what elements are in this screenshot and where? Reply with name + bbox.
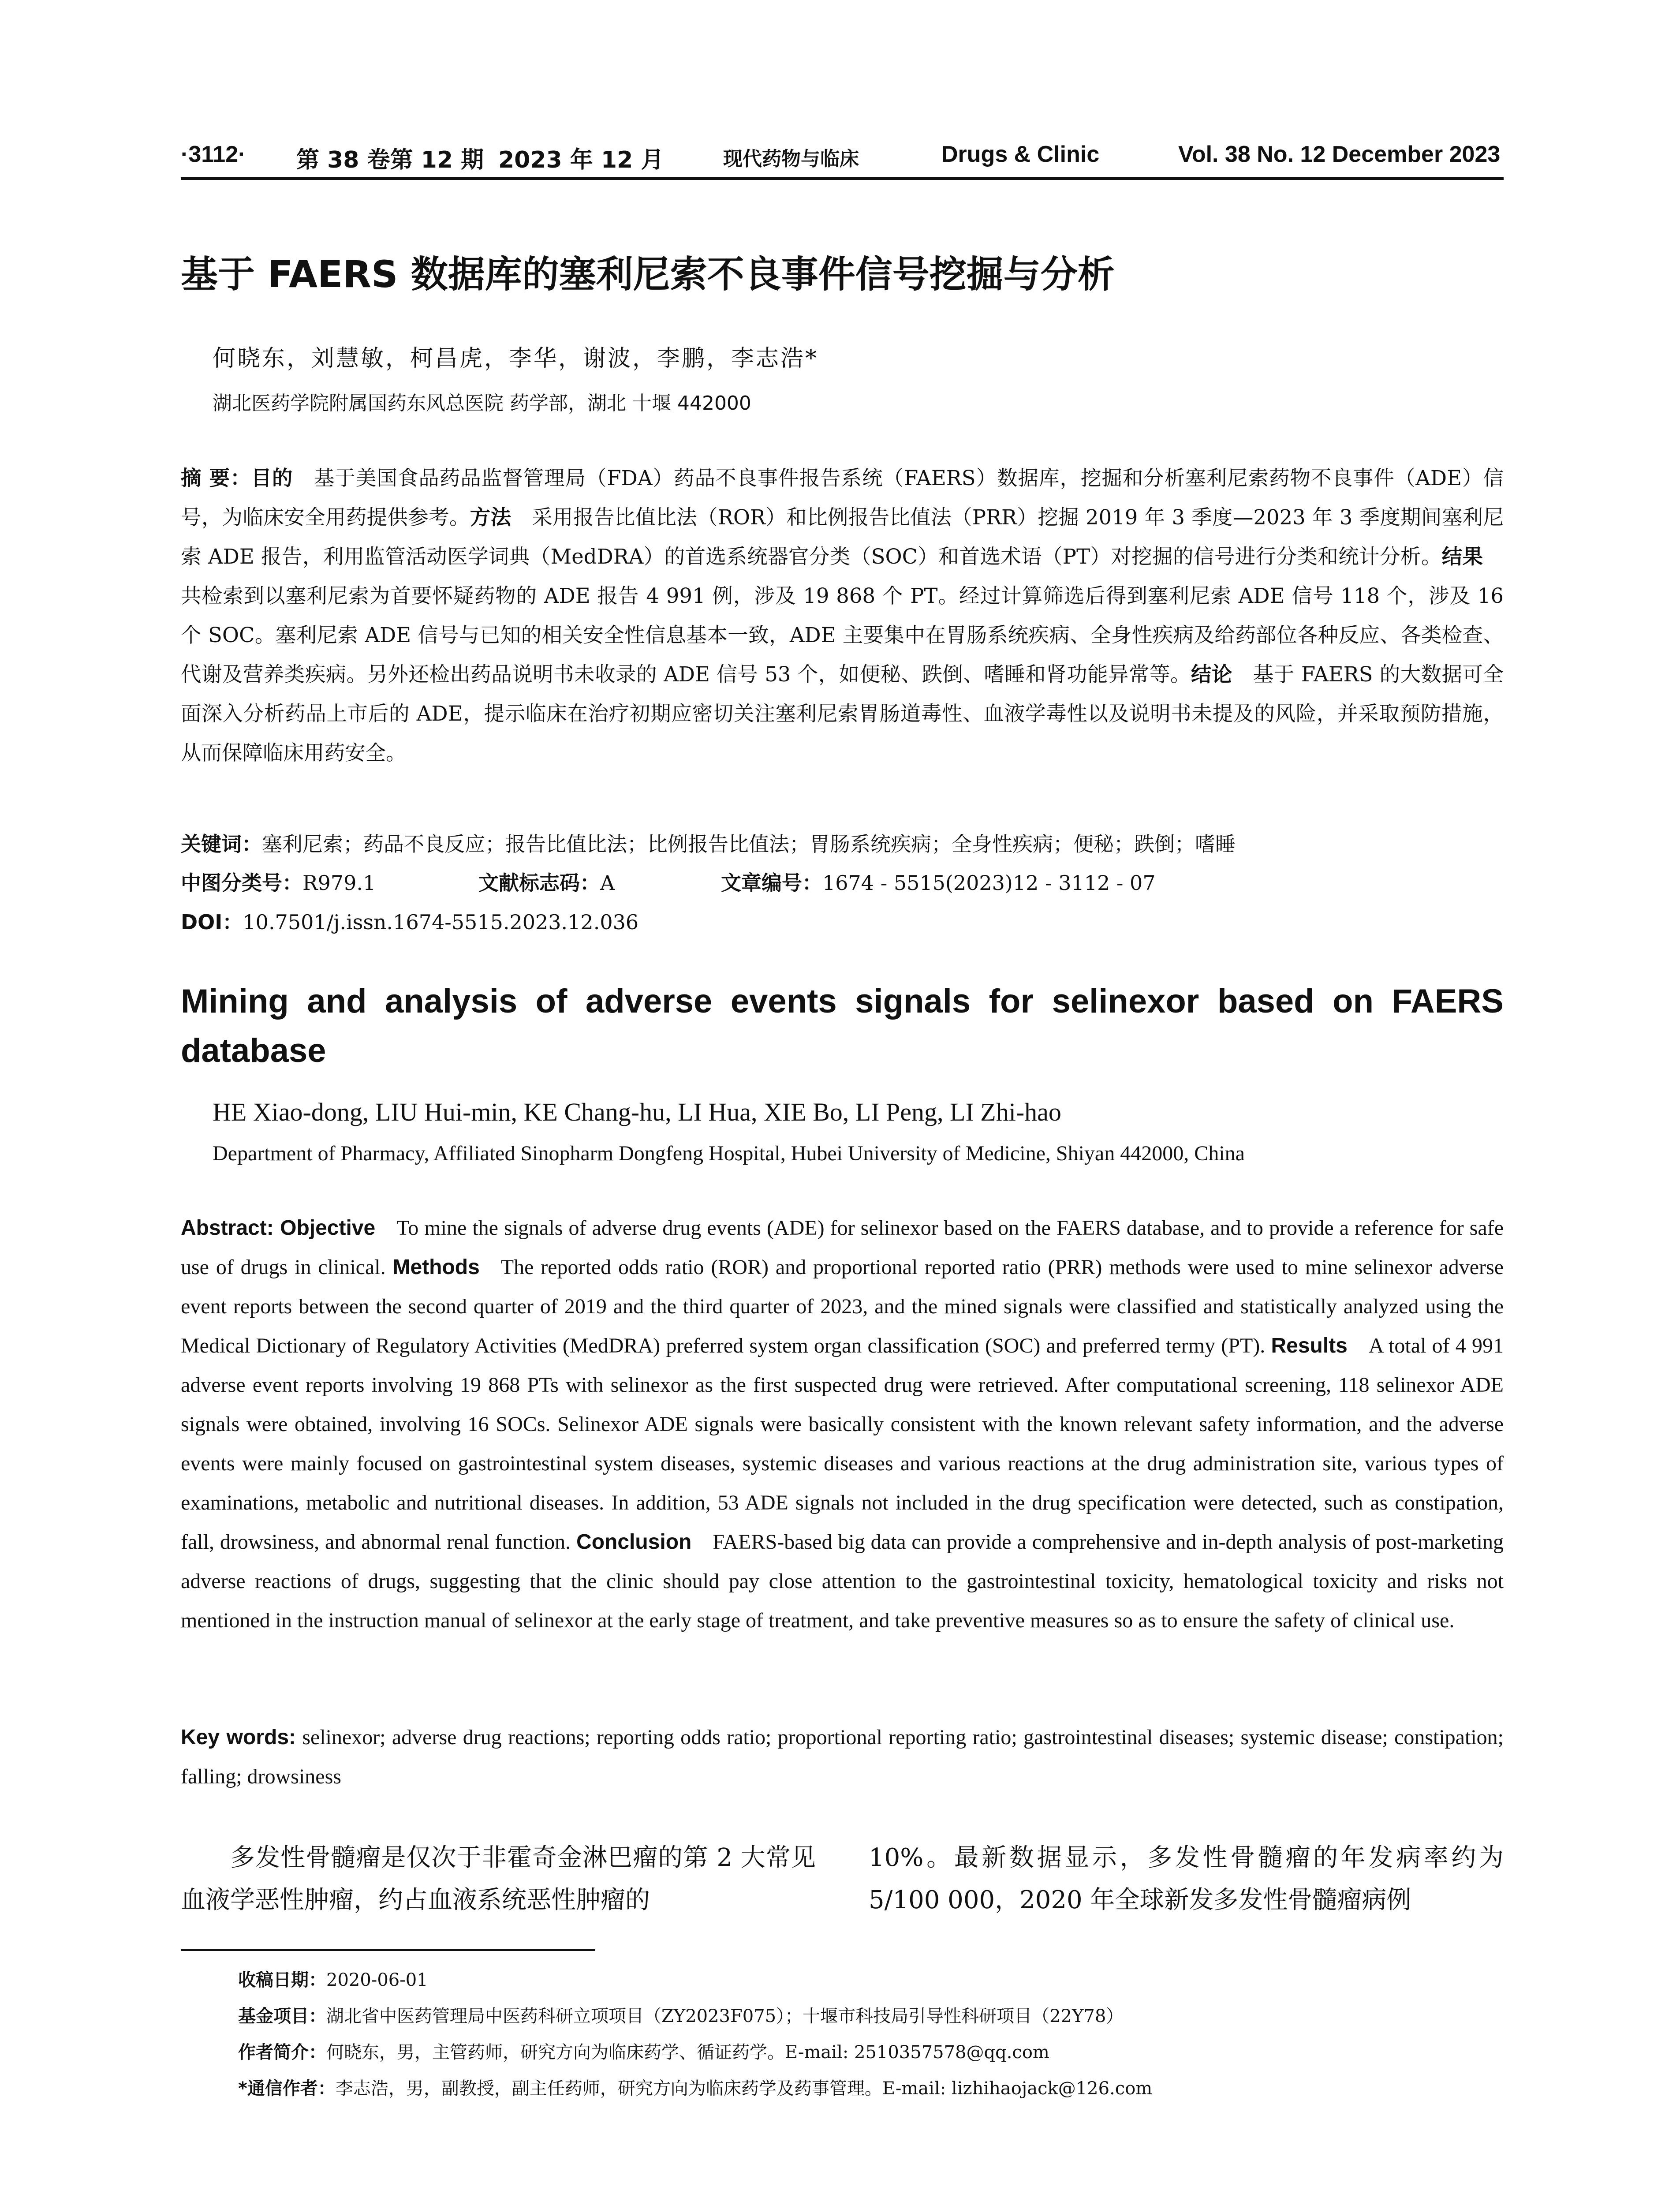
doi-line bbox=[181, 906, 638, 935]
methods-text-cn: 采用报告比值比法（ROR）和比例报告比值法（PRR）挖掘 2019 年 3 季度—2023 年 3 季度期间塞利尼索 ADE 报告，利用监管活动医学词典（MedDRA）的首选系统器官分类（SOC）和首选术语（PT）对挖掘的信号进行分类和统计分析。 bbox=[181, 505, 1504, 568]
body-column-right: 10%。最新数据显示，多发性骨髓瘤的年发病率约为 5/100 000，2020 年全球新发多发性骨髓瘤病例 bbox=[869, 1843, 1504, 1914]
authors-cn: 何晓东，刘慧敏，柯昌虎，李华，谢波，李鹏，李志浩* bbox=[213, 345, 819, 372]
doi-value: 10.7501/j.issn.1674-5515.2023.12.036 bbox=[243, 910, 639, 934]
authors-en: HE Xiao-dong, LIU Hui-min, KE Chang-hu, LI Hua, XIE Bo, LI Peng, LI Zhi-hao bbox=[213, 1098, 1061, 1126]
clc-label: 中图分类号： bbox=[181, 871, 302, 895]
corresponding-label: *通信作者： bbox=[238, 2078, 336, 2099]
methods-text-en: The reported odds ratio (ROR) and proportional reported ratio (PRR) methods were used to mine selinexor adverse event reports between the second quarter of 2019 and the third quarter of 2023, and the mined signals were classified and statistically analyzed using the Medical Dictionary of Regulatory Activities (MedDRA) preferred system organ classification (SOC) and preferred termy (PT). bbox=[181, 1256, 1504, 1357]
conclusion-text-cn: 基于 FAERS 的大数据可全面深入分析药品上市后的 ADE，提示临床在治疗初期应密切关注塞利尼索胃肠道毒性、血液学毒性以及说明书未提及的风险，并采取预防措施，从而保障临床用药安全。 bbox=[181, 662, 1504, 765]
received-value: 2020-06-01 bbox=[326, 1970, 428, 1990]
methods-label-cn: 方法 bbox=[470, 505, 511, 529]
fund-value: 湖北省中医药管理局中医药科研立项项目（ZY2023F075）；十堰市科技局引导性科研项目（22Y78） bbox=[326, 2006, 1124, 2026]
objective-text-cn: 基于美国食品药品监督管理局（FDA）药品不良事件报告系统（FAERS）数据库，挖掘和分析塞利尼索药物不良事件（ADE）信号，为临床安全用药提供参考。 bbox=[181, 466, 1504, 529]
keywords-en bbox=[181, 1718, 1504, 1796]
footnote-funding bbox=[238, 2002, 1124, 2027]
author-bio-label: 作者简介： bbox=[238, 2042, 326, 2063]
date-cn: 2023 年 12 月 bbox=[498, 147, 664, 173]
body-column-left: 多发性骨髓瘤是仅次于非霍奇金淋巴瘤的第 2 大常见血液学恶性肿瘤，约占血液系统恶性肿瘤的 bbox=[181, 1843, 816, 1914]
article-title-en: Mining and analysis of adverse events signals for selinexor based on FAERS database bbox=[181, 983, 1504, 1069]
header-rule bbox=[181, 177, 1504, 180]
corresponding-value: 李志浩，男，副教授，副主任药师，研究方向为临床药学及药事管理。E-mail: lizhihaojack@126.com bbox=[335, 2078, 1153, 2099]
results-text-en: A total of 4 991 adverse event reports involving 19 868 PTs with selinexor as the first suspected drug were retrieved. After computational screening, 118 selinexor ADE signals were obtained, involving 16 SOCs. Selinexor ADE signals were basically consistent with the known relevant safety information, and the adverse events were mainly focused on gastrointestinal system diseases, systemic diseases and various reactions at the drug administration site, various types of examinations, metabolic and nutritional diseases. In addition, 53 ADE signals not included in the drug specification were detected, such as constipation, fall, drowsiness, and abnormal renal function. bbox=[181, 1334, 1504, 1554]
journal-name-cn: 现代药物与临床 bbox=[723, 148, 859, 170]
doc-code-value: A bbox=[600, 871, 615, 895]
methods-label-en: Methods bbox=[392, 1256, 480, 1279]
objective-text-en: To mine the signals of adverse drug events (ADE) for selinexor based on the FAERS database, and to provide a reference for safe use of drugs in clinical. bbox=[181, 1216, 1504, 1279]
classification-line bbox=[181, 867, 376, 896]
journal-name-en: Drugs & Clinic bbox=[941, 142, 1100, 167]
article-no-value: 1674 - 5515(2023)12 - 3112 - 07 bbox=[822, 871, 1156, 895]
results-label-en: Results bbox=[1271, 1334, 1348, 1357]
keywords-text-cn: 塞利尼索；药品不良反应；报告比值比法；比例报告比值法；胃肠系统疾病；全身性疾病；便秘；跌倒；嗜睡 bbox=[262, 832, 1236, 856]
clc-value: R979.1 bbox=[302, 871, 376, 895]
objective-label-cn: 目的 bbox=[251, 466, 293, 490]
footnote-received bbox=[238, 1966, 428, 1991]
fund-label: 基金项目： bbox=[238, 2006, 326, 2026]
article-number bbox=[721, 867, 1156, 896]
abstract-label-cn: 摘 要： bbox=[181, 466, 251, 490]
abstract-en bbox=[181, 1208, 1504, 1640]
author-bio-value: 何晓东，男，主管药师，研究方向为临床药学、循证药学。E-mail: 2510357578@qq.com bbox=[326, 2042, 1049, 2063]
results-text-cn: 共检索到以塞利尼索为首要怀疑药物的 ADE 报告 4 991 例，涉及 19 868 个 PT。经过计算筛选后得到塞利尼索 ADE 信号 118 个，涉及 16 个 SOC。塞利尼索 ADE 信号与已知的相关安全性信息基本一致，ADE 主要集中在胃肠系统疾病、全身性疾病及给药部位各种反应、各类检查、代谢及营养类疾病。另外还检出药品说明书未收录的 ADE 信号 53 个，如便秘、跌倒、嗜睡和肾功能异常等。 bbox=[181, 584, 1504, 686]
page-number: ·3112· bbox=[181, 142, 246, 167]
article-title-cn: 基于 FAERS 数据库的塞利尼索不良事件信号挖掘与分析 bbox=[181, 253, 1115, 296]
volume-cn: 第 38 卷第 12 期 bbox=[296, 147, 484, 173]
footnote-author bbox=[238, 2038, 1049, 2063]
affiliation-en: Department of Pharmacy, Affiliated Sinopharm Dongfeng Hospital, Hubei University of Medicine, Shiyan 442000, China bbox=[213, 1142, 1245, 1165]
running-header bbox=[181, 141, 1504, 176]
keywords-text-en: selinexor; adverse drug reactions; reporting odds ratio; proportional reporting ratio; gastrointestinal diseases; systemic disease; constipation; falling; drowsiness bbox=[181, 1726, 1504, 1788]
affiliation-cn: 湖北医药学院附属国药东风总医院 药学部，湖北 十堰 442000 bbox=[213, 392, 751, 415]
abstract-cn bbox=[181, 459, 1504, 773]
footnote-corresponding bbox=[238, 2074, 1152, 2100]
conclusion-text-en: FAERS-based big data can provide a comprehensive and in-depth analysis of post-marketing adverse reactions of drugs, suggesting that the clinic should pay close attention to the gastrointestinal toxicity, hematological toxicity and risks not mentioned in the instruction manual of selinexor at the early stage of treatment, and take preventive measures so as to ensure the safety of clinical use. bbox=[181, 1530, 1504, 1632]
footnote-rule bbox=[181, 1949, 595, 1951]
keywords-label-en: Key words: bbox=[181, 1726, 296, 1749]
keywords-cn bbox=[181, 828, 1236, 857]
doc-code bbox=[478, 867, 615, 896]
doc-code-label: 文献标志码： bbox=[478, 871, 600, 895]
results-label-cn: 结果 bbox=[1441, 545, 1483, 568]
abstract-label-en: Abstract: Objective bbox=[181, 1216, 376, 1240]
conclusion-label-en: Conclusion bbox=[576, 1530, 692, 1554]
article-no-label: 文章编号： bbox=[721, 871, 822, 895]
keywords-label-cn: 关键词： bbox=[181, 832, 262, 856]
conclusion-label-cn: 结论 bbox=[1191, 662, 1232, 686]
volume-en: Vol. 38 No. 12 December 2023 bbox=[1178, 142, 1501, 167]
received-label: 收稿日期： bbox=[238, 1970, 326, 1990]
doi-label: DOI： bbox=[181, 910, 243, 934]
